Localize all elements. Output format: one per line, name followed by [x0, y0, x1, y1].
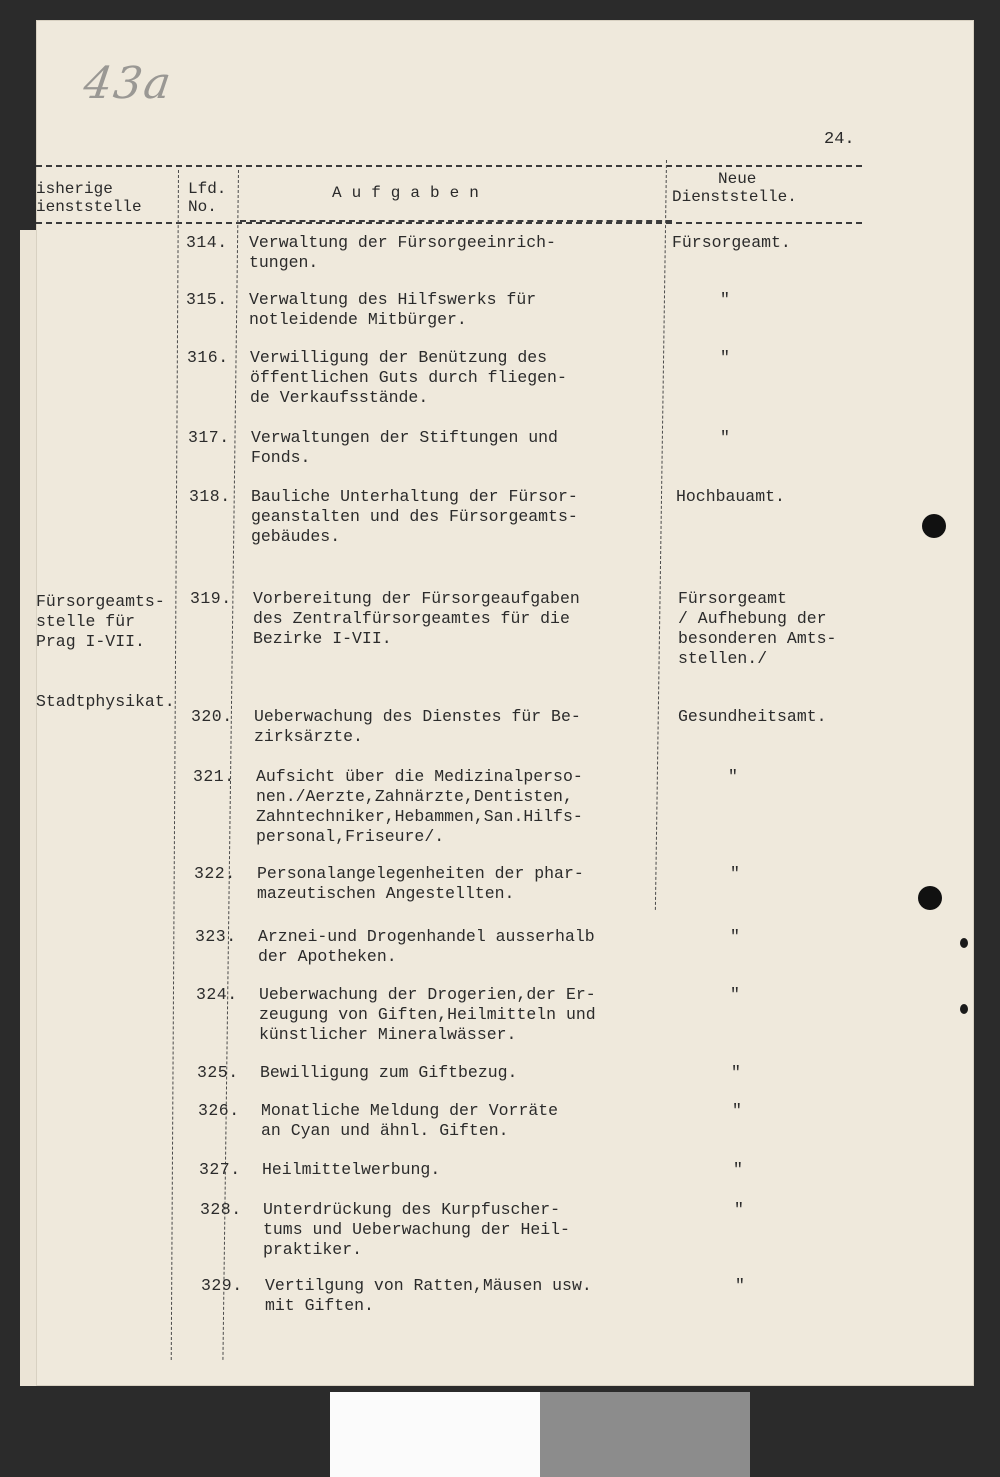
neue-dienststelle [730, 864, 740, 884]
neue-dienststelle-line: " [735, 1276, 745, 1295]
neue-dienststelle-line: " [720, 290, 730, 309]
task-line: Verwilligung der Benützung des [250, 348, 548, 367]
neue-dienststelle [728, 767, 738, 787]
neue-dienststelle-line: " [734, 1200, 744, 1219]
task-description [258, 927, 595, 967]
task-description [260, 1063, 517, 1083]
header-bisherige-line-1: isherige [36, 180, 113, 198]
neue-dienststelle [730, 985, 740, 1005]
header-lfd-no [188, 180, 226, 216]
task-line: mazeutischen Angestellten. [257, 884, 515, 903]
scan-calibration-gray [540, 1392, 750, 1477]
scan-calibration-white [330, 1392, 540, 1477]
neue-dienststelle [733, 1160, 743, 1180]
task-line: Bewilligung zum Giftbezug. [260, 1063, 518, 1082]
task-line: Bauliche Unterhaltung der Fürsor- [251, 487, 578, 506]
task-line: Aufsicht über die Medizinalperso- [256, 767, 583, 786]
task-line: Vertilgung von Ratten,Mäusen usw. [265, 1276, 592, 1295]
task-line: Verwaltungen der Stiftungen und [251, 428, 558, 447]
ink-speck [960, 1004, 968, 1014]
pencil-annotation: 43a [80, 58, 176, 109]
bisherige-dienststelle-line: Prag I-VII. [36, 632, 145, 651]
task-line: mit Giften. [265, 1296, 374, 1315]
neue-dienststelle-line: " [720, 348, 730, 367]
row-number: 329. [201, 1276, 243, 1295]
task-line: tums und Ueberwachung der Heil- [263, 1220, 570, 1239]
task-description [256, 767, 583, 847]
task-line: Monatliche Meldung der Vorräte [261, 1101, 559, 1120]
row-number: 325. [197, 1063, 239, 1082]
task-line: öffentlichen Guts durch fliegen- [250, 368, 567, 387]
task-description [251, 428, 558, 468]
neue-dienststelle [731, 1063, 741, 1083]
task-description [249, 290, 536, 330]
task-description [250, 348, 567, 408]
task-line: Zahntechniker,Hebammen,San.Hilfs- [256, 807, 583, 826]
neue-dienststelle-line: stellen./ [678, 649, 768, 668]
task-description [257, 864, 584, 904]
bisherige-dienststelle [36, 592, 165, 652]
task-description [249, 233, 556, 273]
header-neue: Neue [718, 170, 757, 188]
header-neue-dienststelle [672, 170, 797, 206]
neue-dienststelle [720, 428, 730, 448]
table-header-rule-inner [240, 220, 672, 222]
neue-dienststelle-line: " [731, 1063, 741, 1082]
neue-dienststelle-line: besonderen Amts- [678, 629, 837, 648]
task-line: Vorbereitung der Fürsorgeaufgaben [253, 589, 580, 608]
bisherige-dienststelle-line: stelle für [36, 612, 136, 631]
task-line: personal,Friseure/. [256, 827, 445, 846]
bisherige-dienststelle-line: Fürsorgeamts- [36, 592, 165, 611]
task-line: Ueberwachung der Drogerien,der Er- [259, 985, 596, 1004]
row-number: 318. [189, 487, 231, 506]
task-line: de Verkaufsstände. [250, 388, 429, 407]
neue-dienststelle-line: Hochbauamt. [676, 487, 785, 506]
neue-dienststelle-line: " [730, 864, 740, 883]
task-line: zeugung von Giften,Heilmitteln und [259, 1005, 596, 1024]
header-bisherige-line-2: ienststelle [36, 198, 142, 216]
task-description [263, 1200, 570, 1260]
row-number: 317. [188, 428, 230, 447]
row-number: 319. [190, 589, 232, 608]
page-number: 24. [824, 130, 855, 149]
neue-dienststelle-line: " [728, 767, 738, 786]
header-no: No. [188, 198, 217, 216]
task-line: gebäudes. [251, 527, 341, 546]
bisherige-dienststelle-line: Stadtphysikat. [36, 692, 175, 711]
neue-dienststelle [678, 707, 827, 727]
row-number: 323. [195, 927, 237, 946]
header-aufgaben: Aufgaben [332, 184, 489, 202]
task-line: nen./Aerzte,Zahnärzte,Dentisten, [256, 787, 573, 806]
neue-dienststelle [732, 1101, 742, 1121]
neue-dienststelle-line: " [732, 1101, 742, 1120]
neue-dienststelle-line: Gesundheitsamt. [678, 707, 827, 726]
header-bisherige [36, 180, 142, 216]
task-description [259, 985, 596, 1045]
neue-dienststelle [735, 1276, 745, 1296]
bisherige-dienststelle [36, 692, 175, 712]
task-line: Bezirke I-VII. [253, 629, 392, 648]
task-line: Verwaltung des Hilfswerks für [249, 290, 537, 309]
task-line: des Zentralfürsorgeamtes für die [253, 609, 570, 628]
neue-dienststelle-line: " [730, 985, 740, 1004]
task-line: künstlicher Mineralwässer. [259, 1025, 517, 1044]
task-line: Arznei-und Drogenhandel ausserhalb [258, 927, 595, 946]
task-description [265, 1276, 592, 1316]
task-line: Personalangelegenheiten der phar- [257, 864, 584, 883]
punch-hole [922, 514, 946, 538]
neue-dienststelle [672, 233, 791, 253]
task-line: praktiker. [263, 1240, 363, 1259]
task-line: geanstalten und des Fürsorgeamts- [251, 507, 578, 526]
task-line: an Cyan und ähnl. Giften. [261, 1121, 509, 1140]
row-number: 327. [199, 1160, 241, 1179]
task-line: tungen. [249, 253, 319, 272]
neue-dienststelle-line: Fürsorgeamt. [672, 233, 791, 252]
row-number: 316. [187, 348, 229, 367]
neue-dienststelle-line: " [720, 428, 730, 447]
task-description [261, 1101, 558, 1141]
task-description [251, 487, 578, 547]
table-header-rule [36, 222, 862, 224]
row-number: 322. [194, 864, 236, 883]
task-line: Unterdrückung des Kurpfuscher- [263, 1200, 561, 1219]
neue-dienststelle [720, 348, 730, 368]
task-line: der Apotheken. [258, 947, 397, 966]
row-number: 321. [193, 767, 235, 786]
neue-dienststelle [734, 1200, 744, 1220]
task-description [254, 707, 581, 747]
task-line: Ueberwachung des Dienstes für Be- [254, 707, 581, 726]
task-description [253, 589, 580, 649]
neue-dienststelle-line: " [730, 927, 740, 946]
ink-speck [960, 938, 968, 948]
neue-dienststelle [676, 487, 785, 507]
neue-dienststelle [720, 290, 730, 310]
header-dienststelle: Dienststelle. [672, 188, 797, 206]
row-number: 320. [191, 707, 233, 726]
row-number: 328. [200, 1200, 242, 1219]
table-top-rule [36, 165, 862, 167]
task-line: Verwaltung der Fürsorgeeinrich- [249, 233, 556, 252]
header-lfd: Lfd. [188, 180, 227, 198]
neue-dienststelle-line: / Aufhebung der [678, 609, 827, 628]
neue-dienststelle [730, 927, 740, 947]
neue-dienststelle-line: " [733, 1160, 743, 1179]
neue-dienststelle [678, 589, 836, 669]
punch-hole [918, 886, 942, 910]
row-number: 324. [196, 985, 238, 1004]
task-line: notleidende Mitbürger. [249, 310, 467, 329]
row-number: 315. [186, 290, 228, 309]
row-number: 314. [186, 233, 228, 252]
task-line: Heilmittelwerbung. [262, 1160, 441, 1179]
neue-dienststelle-line: Fürsorgeamt [678, 589, 787, 608]
row-number: 326. [198, 1101, 240, 1120]
task-line: zirksärzte. [254, 727, 363, 746]
task-description [262, 1160, 440, 1180]
task-line: Fonds. [251, 448, 311, 467]
